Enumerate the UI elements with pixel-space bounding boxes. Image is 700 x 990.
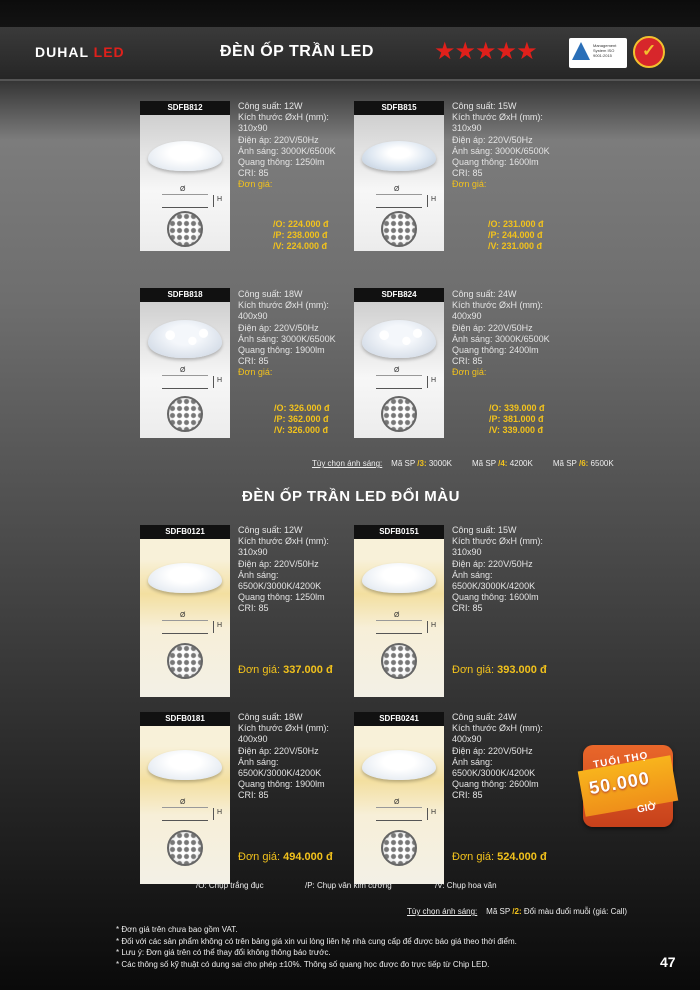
product-specs: Công suất: 24W Kích thước ØxH (mm): 400x90 Điện áp: 220V/50Hz Ánh sáng: 3000K/6500K Quang thông: 2400lm CRI: 85 Đơn giá: [452, 289, 550, 378]
page-title: ĐÈN ỐP TRẦN LED [220, 43, 374, 60]
product-image [140, 288, 230, 438]
footnotes: * Đơn giá trên chưa bao gồm VAT. * Đối với các sản phẩm không có trên bảng giá xin vui lòng liên hệ nhà cung cấp để được báo giá theo thời điểm. * Lưu ý: Đơn giá trên có thể thay đổi không thông báo trước. * Các thông số kỹ thuật có dung sai cho phép ±10%. Thông số quang học được đo trực tiếp từ Chip LED. [116, 925, 517, 969]
product-specs: Công suất: 18W Kích thước ØxH (mm): 400x90 Điện áp: 220V/50Hz Ánh sáng: 6500K/3000K/4200K Quang thông: 1900lm CRI: 85 [238, 712, 329, 801]
ceiling-lamp-image [362, 320, 436, 358]
dimension-diagram: Ø H [162, 620, 208, 634]
legend-item: /V: Chụp hoa văn [435, 881, 497, 890]
dimension-diagram: Ø H [162, 807, 208, 821]
ceiling-lamp-image [362, 141, 436, 171]
ceiling-lamp-image [148, 320, 222, 358]
price-list: /O: 326.000 đ /P: 362.000 đ /V: 326.000 đ [274, 403, 330, 435]
ceiling-lamp-image [362, 563, 436, 593]
dimension-diagram: Ø H [376, 807, 422, 821]
rating-stars: ★★★★★ [434, 38, 537, 65]
product-price: Đơn giá: 337.000 đ [238, 664, 333, 676]
lamp-bottom-diagram [167, 211, 203, 247]
lamp-bottom-diagram [381, 396, 417, 432]
product-image [354, 288, 444, 438]
product-specs: Công suất: 12W Kích thước ØxH (mm): 310x90 Điện áp: 220V/50Hz Ánh sáng: 3000K/6500K Quang thông: 1250lm CRI: 85 Đơn giá: [238, 101, 336, 190]
product-code: SDFB0241 [354, 712, 444, 726]
product-specs: Công suất: 15W Kích thước ØxH (mm): 310x90 Điện áp: 220V/50Hz Ánh sáng: 6500K/3000K/4200K Quang thông: 1600lm CRI: 85 [452, 525, 543, 614]
ceiling-lamp-image [148, 141, 222, 171]
product-code: SDFB0181 [140, 712, 230, 726]
product-specs: Công suất: 15W Kích thước ØxH (mm): 310x90 Điện áp: 220V/50Hz Ánh sáng: 3000K/6500K Quang thông: 1600lm CRI: 85 Đơn giá: [452, 101, 550, 190]
iso-certification-logo: Management System ISO 9001:2015 [569, 38, 627, 68]
product-code: SDFB818 [140, 288, 230, 302]
product-image [354, 525, 444, 697]
product-code: SDFB824 [354, 288, 444, 302]
product-price: Đơn giá: 524.000 đ [452, 851, 547, 863]
ceiling-lamp-image [362, 750, 436, 780]
product-code: SDFB0151 [354, 525, 444, 539]
lamp-bottom-diagram [381, 830, 417, 866]
page-number: 47 [660, 954, 676, 970]
light-options: Tùy chọn ánh sáng: Mã SP /2: Đổi màu đuổi muỗi (giá: Call) [407, 907, 628, 916]
lamp-bottom-diagram [381, 211, 417, 247]
legend-item: /P: Chụp vân kim cương [305, 881, 392, 890]
lamp-bottom-diagram [167, 396, 203, 432]
tuv-icon [572, 42, 590, 60]
dimension-diagram: Ø H [376, 375, 422, 389]
lamp-bottom-diagram [167, 830, 203, 866]
dimension-diagram: Ø H [162, 375, 208, 389]
brand-logo: DUHAL LED [35, 44, 125, 60]
product-image [140, 525, 230, 697]
product-image [354, 101, 444, 251]
lifetime-badge: TUỔI THỌ 50.000 GIỜ [583, 745, 673, 827]
ceiling-lamp-image [148, 750, 222, 780]
dimension-diagram: Ø H [376, 620, 422, 634]
product-code: SDFB0121 [140, 525, 230, 539]
dimension-diagram: Ø H [162, 194, 208, 208]
ceiling-lamp-image [148, 563, 222, 593]
quality-seal-icon: ✓ [633, 36, 665, 68]
product-price: Đơn giá: 494.000 đ [238, 851, 333, 863]
section-title: ĐÈN ỐP TRẦN LED ĐỔI MÀU [242, 488, 460, 505]
light-options: Tùy chọn ánh sáng: Mã SP /3: 3000K Mã SP /4: 4200K Mã SP /6: 6500K [312, 459, 614, 468]
product-code: SDFB815 [354, 101, 444, 115]
product-specs: Công suất: 24W Kích thước ØxH (mm): 400x90 Điện áp: 220V/50Hz Ánh sáng: 6500K/3000K/4200K Quang thông: 2600lm CRI: 85 [452, 712, 543, 801]
lamp-bottom-diagram [167, 643, 203, 679]
product-image [140, 712, 230, 884]
product-code: SDFB812 [140, 101, 230, 115]
product-image [354, 712, 444, 884]
price-list: /O: 224.000 đ /P: 238.000 đ /V: 224.000 đ [273, 219, 329, 251]
lamp-bottom-diagram [381, 643, 417, 679]
product-image [140, 101, 230, 251]
product-price: Đơn giá: 393.000 đ [452, 664, 547, 676]
legend-item: /O: Chụp trắng đục [196, 881, 264, 890]
product-specs: Công suất: 12W Kích thước ØxH (mm): 310x90 Điện áp: 220V/50Hz Ánh sáng: 6500K/3000K/4200K Quang thông: 1250lm CRI: 85 [238, 525, 329, 614]
price-list: /O: 231.000 đ /P: 244.000 đ /V: 231.000 đ [488, 219, 544, 251]
dimension-diagram: Ø H [376, 194, 422, 208]
price-list: /O: 339.000 đ /P: 381.000 đ /V: 339.000 đ [489, 403, 545, 435]
product-specs: Công suất: 18W Kích thước ØxH (mm): 400x90 Điện áp: 220V/50Hz Ánh sáng: 3000K/6500K Quang thông: 1900lm CRI: 85 Đơn giá: [238, 289, 336, 378]
